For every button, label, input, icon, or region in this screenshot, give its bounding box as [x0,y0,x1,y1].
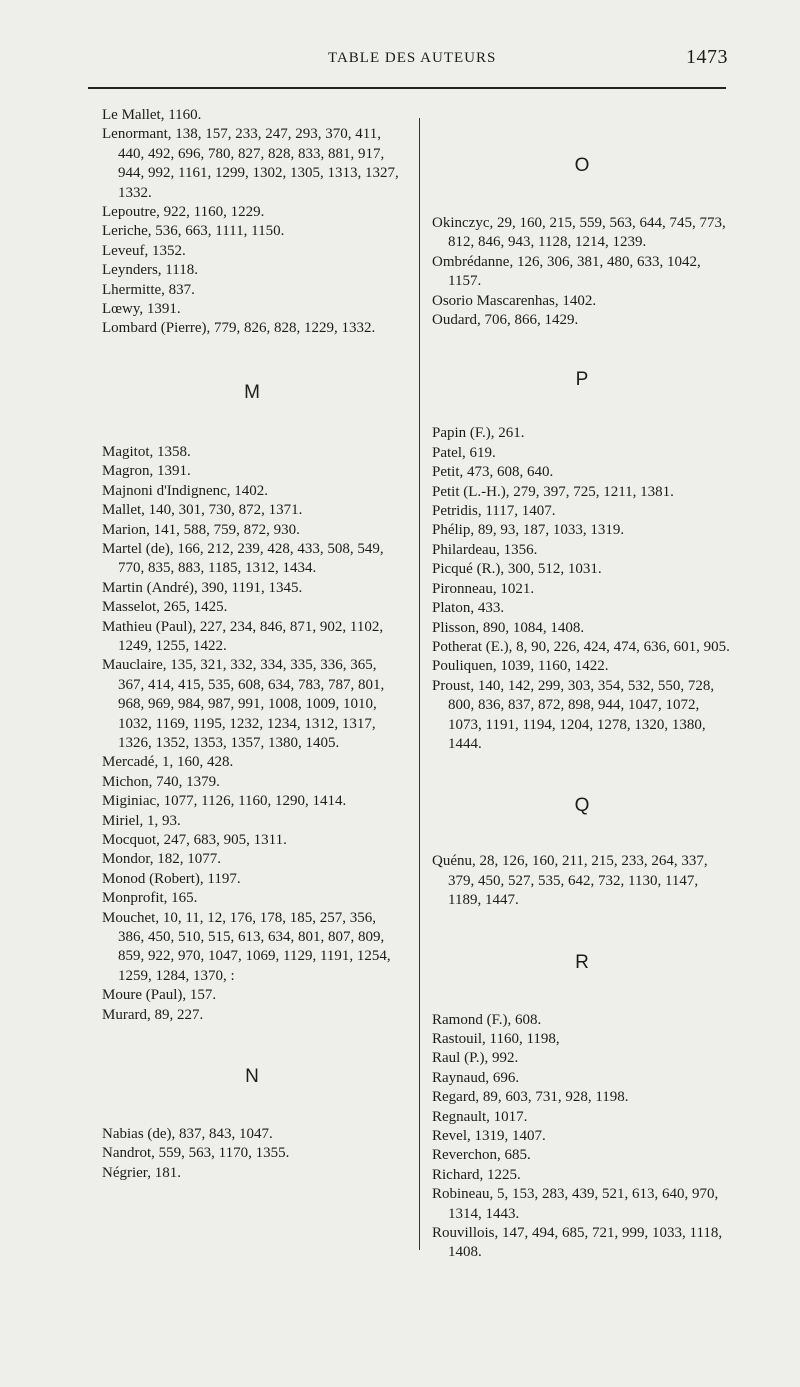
page-number: 1473 [686,46,728,68]
index-entry: Plisson, 890, 1084, 1408. [432,619,585,636]
index-entry: Regnault, 1017. [432,1108,528,1125]
index-entry: Pironneau, 1021. [432,580,535,597]
index-entry: Mallet, 140, 301, 730, 872, 1371. [102,502,303,519]
index-entry: Mauclaire, 135, 321, 332, 334, 335, 336, 365, 367, 414, 415, 535, 608, 634, 783, 787, 801, 968, 969, 984, 987, 991, 1008, 1009, 1010, 1032, 1169, 1195, 1232, 1234, 1312, 1317, 1326, 1352, 1353, 1357, 1380, 1405. [102,657,385,751]
index-entry: Nandrot, 559, 563, 1170, 1355. [102,1145,290,1162]
index-entry: Lenormant, 138, 157, 233, 247, 293, 370, 411, 440, 492, 696, 780, 827, 828, 833, 881, 917, 944, 992, 1161, 1299, 1302, 1305, 1313, 1327, 1332. [102,126,399,201]
index-entry: Mathieu (Paul), 227, 234, 846, 871, 902, 1102, 1249, 1255, 1422. [102,618,384,654]
index-entry: Masselot, 265, 1425. [102,599,228,616]
index-entry: Marion, 141, 588, 759, 872, 930. [102,521,300,538]
right-column [432,106,732,1263]
index-entry: Reverchon, 685. [432,1147,531,1164]
index-entry: Moure (Paul), 157. [102,987,217,1004]
index-entry: Mercadé, 1, 160, 428. [102,754,234,771]
index-entry: Regard, 89, 603, 731, 928, 1198. [432,1089,629,1106]
index-entry: Magron, 1391. [102,463,191,480]
index-entry: Magitot, 1358. [102,443,191,460]
index-entry: Le Mallet, 1160. [102,107,202,123]
entries-p [432,424,732,754]
index-entry: Monod (Robert), 1197. [102,870,241,887]
index-entry: Michon, 740, 1379. [102,773,220,790]
index-entry: Rouvillois, 147, 494, 685, 721, 999, 1033, 1118, 1408. [432,1225,723,1261]
index-entry: Mouchet, 10, 11, 12, 176, 178, 185, 257, 356, 386, 450, 510, 515, 613, 634, 801, 807, 809, 859, 922, 970, 1047, 1069, 1129, 1191, 1254, 1259, 1284, 1370, : [102,909,391,984]
index-entry: Monprofit, 165. [102,890,198,907]
section-letter-p: P [575,369,589,391]
index-entry: Lepoutre, 922, 1160, 1229. [102,204,265,221]
index-entry: Richard, 1225. [432,1166,521,1183]
index-entry: Lombard (Pierre), 779, 826, 828, 1229, 1332. [102,320,376,337]
index-entry: Picqué (R.), 300, 512, 1031. [432,561,602,578]
entries-l [102,106,402,339]
index-entry: Okinczyc, 29, 160, 215, 559, 563, 644, 745, 773, 812, 846, 943, 1128, 1214, 1239. [432,215,726,251]
index-entry: Pouliquen, 1039, 1160, 1422. [432,658,609,675]
section-letter-n: N [245,1066,259,1088]
index-entry: Potherat (E.), 8, 90, 226, 424, 474, 636, 601, 905. [432,638,730,655]
index-entry: Miginiac, 1077, 1126, 1160, 1290, 1414. [102,793,347,810]
index-entry: Petit (L.-H.), 279, 397, 725, 1211, 1381. [432,483,674,500]
index-entry: Philardeau, 1356. [432,541,538,558]
section-letter-o: O [574,155,590,176]
index-entry: Négrier, 181. [102,1164,181,1181]
index-entry: Phélip, 89, 93, 187, 1033, 1319. [432,522,625,539]
index-entry: Murard, 89, 227. [102,1006,204,1023]
index-entry: Rastouil, 1160, 1198, [432,1030,560,1047]
index-entry: Petit, 473, 608, 640. [432,464,554,481]
index-entry: Mocquot, 247, 683, 905, 1311. [102,832,287,848]
index-entry: Martel (de), 166, 212, 239, 428, 433, 508, 549, 770, 835, 883, 1185, 1312, 1434. [102,540,384,577]
section-letter-r: R [575,951,589,973]
column-divider [419,118,420,1250]
entries-m [102,443,402,1025]
entries-o [432,214,732,330]
index-entry: Nabias (de), 837, 843, 1047. [102,1126,273,1143]
index-entry: Martin (André), 390, 1191, 1345. [102,579,303,596]
index-entry: Ombrédanne, 126, 306, 381, 480, 633, 1042, 1157. [432,253,701,290]
index-entry: Raul (P.), 992. [432,1050,519,1067]
index-entry: Patel, 619. [432,444,496,461]
entries-q [432,852,732,910]
index-entry: Quénu, 28, 126, 160, 211, 215, 233, 264, 337, 379, 450, 527, 535, 642, 732, 1130, 1147, 1189, 1447. [432,853,708,909]
index-entry: Lœwy, 1391. [102,301,181,318]
running-header [0,44,800,74]
index-entry: Proust, 140, 142, 299, 303, 354, 532, 550, 728, 800, 836, 837, 872, 898, 944, 1047, 1072, 1073, 1191, 1194, 1204, 1278, 1320, 1380, 1444. [432,677,715,752]
index-entry: Ramond (F.), 608. [432,1011,542,1028]
index-entry: Mondor, 182, 1077. [102,851,221,868]
index-entry: Leriche, 536, 663, 1111, 1150. [102,223,285,240]
index-entry: Robineau, 5, 153, 283, 439, 521, 613, 640, 970, 1314, 1443. [432,1186,719,1222]
section-letter-q: Q [574,795,590,817]
section-letter-m: M [244,381,260,403]
entries-r [432,1011,732,1263]
index-entry: Lhermitte, 837. [102,281,195,298]
index-entry: Oudard, 706, 866, 1429. [432,312,579,329]
index-entry: Petridis, 1117, 1407. [432,503,556,520]
index-entry: Papin (F.), 261. [432,425,525,442]
index-entry: Leynders, 1118. [102,262,198,279]
index-entry: Majnoni d'Indignenc, 1402. [102,482,269,499]
entries-n [102,1125,402,1183]
index-entry: Platon, 433. [432,600,505,617]
index-entry: Leveuf, 1352. [102,242,186,259]
header-rule [88,87,726,89]
index-entry: Revel, 1319, 1407. [432,1128,546,1144]
left-column [102,106,402,1183]
index-entry: Osorio Mascarenhas, 1402. [432,292,597,309]
header-title: TABLE DES AUTEURS [328,50,497,66]
index-entry: Raynaud, 696. [432,1069,520,1086]
index-entry: Miriel, 1, 93. [102,812,181,829]
